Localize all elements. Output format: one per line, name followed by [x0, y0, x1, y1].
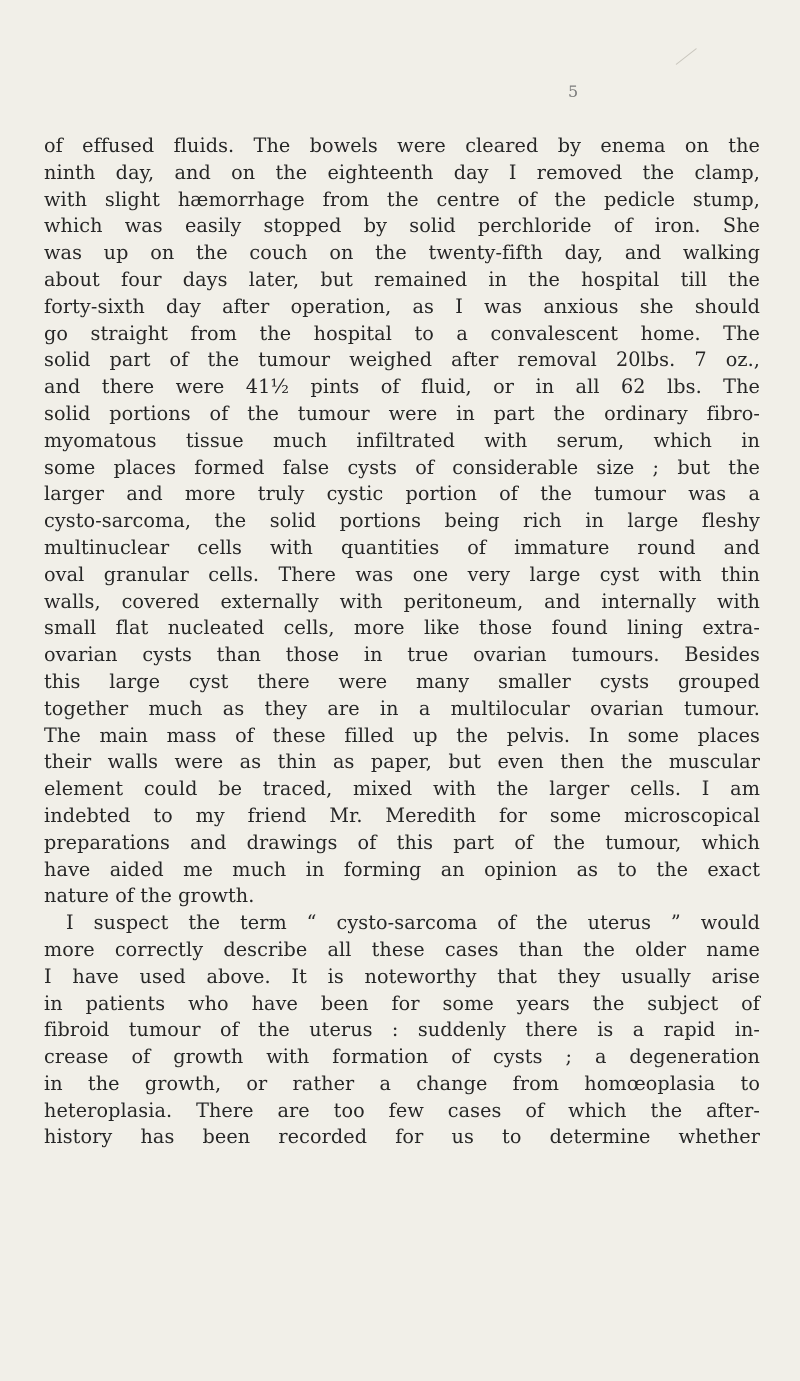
corner-mark	[676, 48, 697, 65]
text-line: myomatous tissue much infiltrated with serum, which in	[44, 428, 760, 452]
text-line: I have used above. It is noteworthy that they usually arise	[44, 964, 760, 988]
body-text	[44, 133, 760, 1151]
text-line: cysto-sarcoma, the solid portions being rich in large fleshy	[44, 509, 760, 533]
text-line: multinuclear cells with quantities of immature round and	[44, 535, 760, 559]
text-line: I suspect the term “ cysto-sarcoma of the uterus ” would	[66, 911, 760, 935]
text-line: go straight from the hospital to a convalescent home. The	[44, 321, 760, 345]
text-line: history has been recorded for us to determine whether	[44, 1125, 760, 1149]
text-line: indebted to my friend Mr. Meredith for some microscopical	[44, 803, 760, 827]
text-line: oval granular cells. There was one very large cyst with thin	[44, 562, 760, 586]
text-line: with slight hæmorrhage from the centre of the pedicle stump,	[44, 187, 760, 211]
text-line: nature of the growth.	[44, 884, 255, 908]
text-line: preparations and drawings of this part of the tumour, which	[44, 830, 760, 854]
text-line: of effused fluids. The bowels were cleared by enema on the	[44, 134, 760, 157]
page-number: 5	[568, 82, 579, 101]
text-line: some places formed false cysts of considerable size ; but the	[44, 455, 760, 479]
text-line: element could be traced, mixed with the larger cells. I am	[44, 777, 760, 801]
text-line: their walls were as thin as paper, but even then the muscular	[44, 750, 760, 774]
text-line: heteroplasia. There are too few cases of which the after-	[44, 1098, 760, 1122]
text-line: have aided me much in forming an opinion as to the exact	[44, 857, 760, 881]
text-line: larger and more truly cystic portion of the tumour was a	[44, 482, 760, 506]
text-line: ovarian cysts than those in true ovarian tumours. Besides	[44, 643, 760, 667]
text-line: The main mass of these filled up the pelvis. In some places	[44, 723, 760, 747]
text-line: solid portions of the tumour were in part the ordinary fibro-	[44, 401, 760, 425]
text-line: this large cyst there were many smaller cysts grouped	[44, 669, 760, 693]
text-line: walls, covered externally with peritoneum, and internally with	[44, 589, 760, 613]
text-line: forty-sixth day after operation, as I was anxious she should	[44, 294, 760, 318]
text-line: ninth day, and on the eighteenth day I removed the clamp,	[44, 160, 760, 184]
text-line: more correctly describe all these cases than the older name	[44, 937, 760, 961]
text-line: fibroid tumour of the uterus : suddenly there is a rapid in-	[44, 1018, 760, 1042]
text-line: in patients who have been for some years the subject of	[44, 991, 760, 1015]
text-line: about four days later, but remained in the hospital till the	[44, 267, 760, 291]
text-line: together much as they are in a multilocular ovarian tumour.	[44, 696, 760, 720]
text-line: small flat nucleated cells, more like those found lining extra-	[44, 616, 760, 640]
text-line: solid part of the tumour weighed after removal 20lbs. 7 oz.,	[44, 348, 760, 372]
text-line: was up on the couch on the twenty-fifth day, and walking	[44, 241, 760, 265]
text-line: in the growth, or rather a change from homœoplasia to	[44, 1071, 760, 1095]
text-line: which was easily stopped by solid perchloride of iron. She	[44, 214, 760, 238]
text-line: crease of growth with formation of cysts ; a degeneration	[44, 1045, 760, 1069]
text-line: and there were 41½ pints of fluid, or in all 62 lbs. The	[44, 375, 760, 399]
